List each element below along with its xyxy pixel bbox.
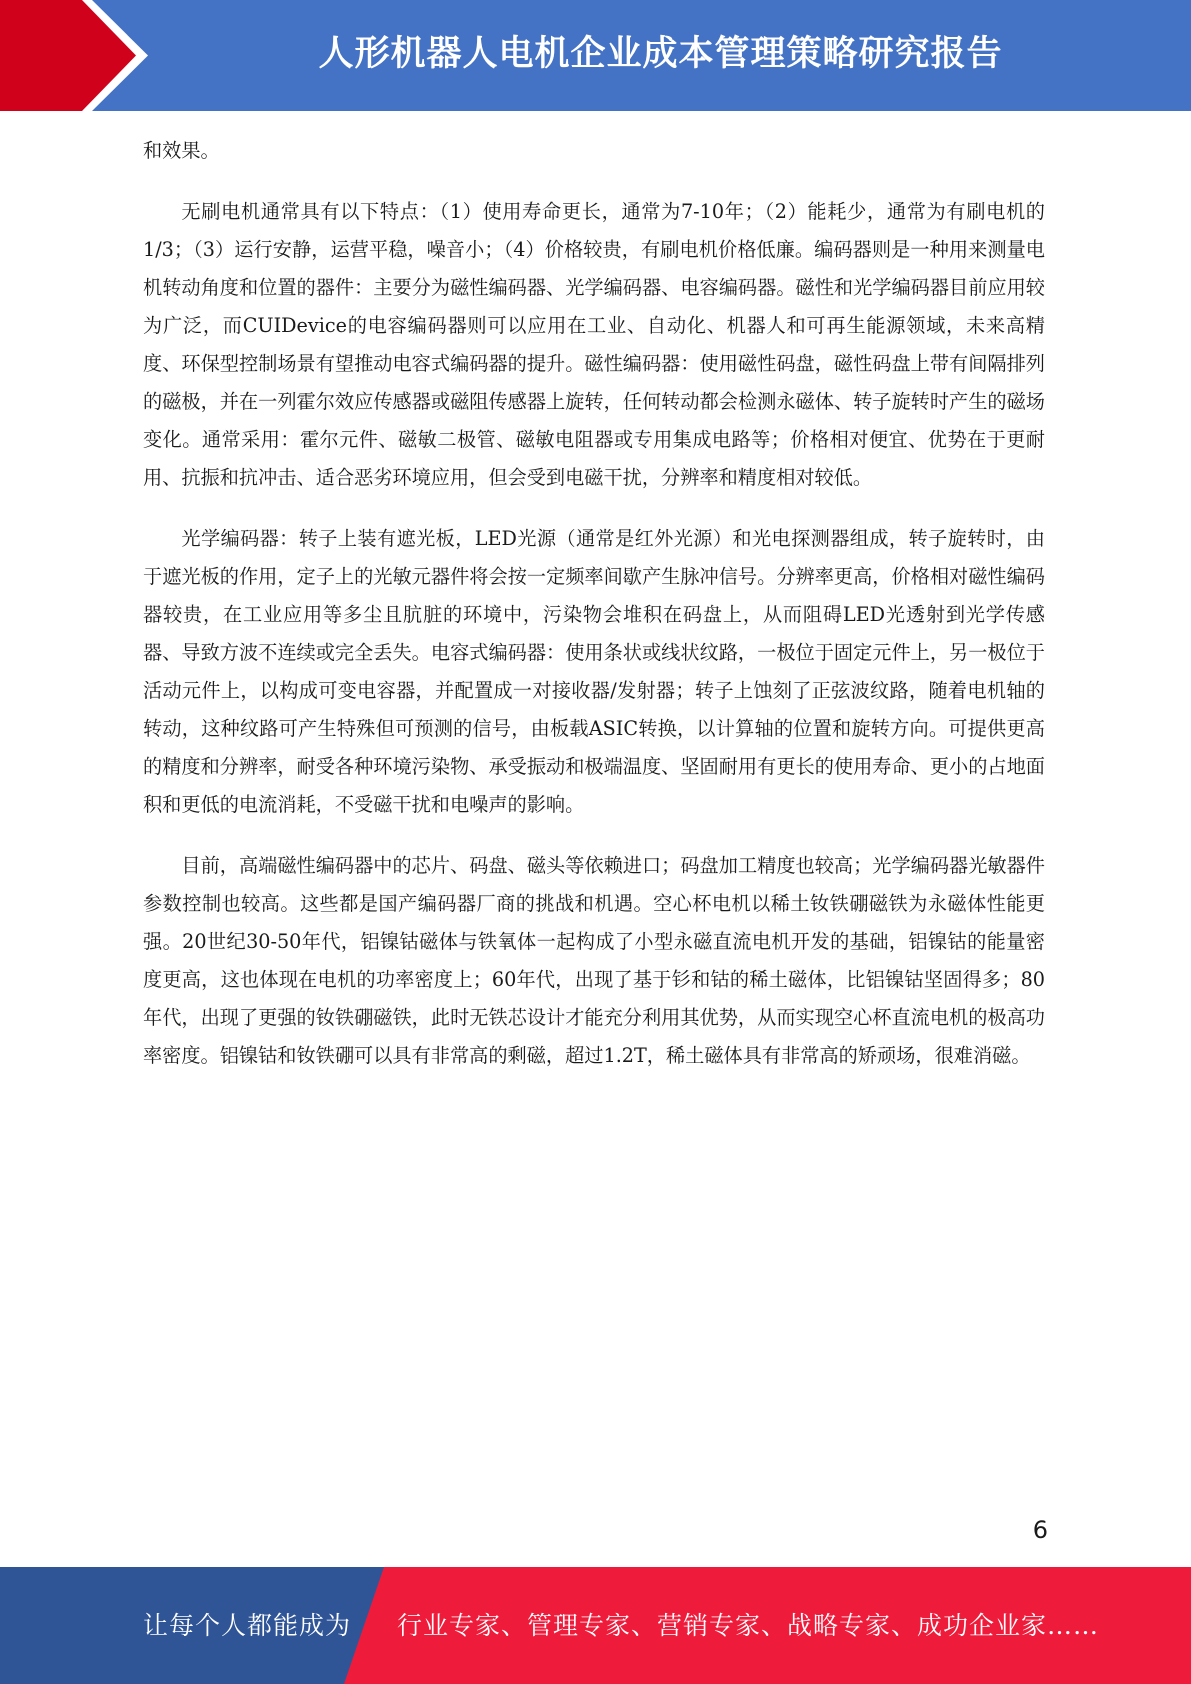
body-content — [143, 132, 1045, 1098]
footer-slogan-lead: 让每个人都能成为 — [143, 1611, 352, 1640]
footer-banner — [0, 1567, 1191, 1684]
page-number: 6 — [1032, 1516, 1048, 1544]
header-chevron-decoration — [0, 0, 160, 111]
document-title: 人形机器人电机企业成本管理策略研究报告 — [318, 34, 1003, 74]
paragraph-optical-encoder: 光学编码器：转子上装有遮光板，LED光源（通常是红外光源）和光电探测器组成，转子旋转时，由于遮光板的作用，定子上的光敏元器件将会按一定频率间歇产生脉冲信号。分辨率更高，价格相对磁性编码器较贵，在工业应用等多尘且肮脏的环境中，污染物会堆积在码盘上，从而阻碍LED光透射到光学传感器、导致方波不连续或完全丢失。电容式编码器：使用条状或线状纹路，一极位于固定元件上，另一极位于活动元件上，以构成可变电容器，并配置成一对接收器/发射器；转子上蚀刻了正弦波纹路，随着电机轴的转动，这种纹路可产生特殊但可预测的信号，由板载ASIC转换，以计算轴的位置和旋转方向。可提供更高的精度和分辨率，耐受各种环境污染物、承受振动和极端温度、坚固耐用有更长的使用寿命、更小的占地面积和更低的电流消耗，不受磁干扰和电噪声的影响。 — [143, 527, 1045, 816]
paragraph-magnetic-materials: 目前，高端磁性编码器中的芯片、码盘、磁头等依赖进口；码盘加工精度也较高；光学编码器光敏器件参数控制也较高。这些都是国产编码器厂商的挑战和机遇。空心杯电机以稀土钕铁硼磁铁为永磁体性能更强。20世纪30-50年代，铝镍钴磁体与铁氧体一起构成了小型永磁直流电机开发的基础，铝镍钴的能量密度更高，这也体现在电机的功率密度上；60年代，出现了基于钐和钴的稀土磁体，比铝镍钴坚固得多；80年代，出现了更强的钕铁硼磁铁，此时无铁芯设计才能充分利用其优势，从而实现空心杯直流电机的极高功率密度。铝镍钴和钕铁硼可以具有非常高的剩磁，超过1.2T，稀土磁体具有非常高的矫顽场，很难消磁。 — [143, 854, 1045, 1067]
paragraph-continuation: 和效果。 — [143, 139, 220, 162]
footer-slogan-roles: 行业专家、管理专家、营销专家、战略专家、成功企业家…… — [397, 1611, 1100, 1640]
paragraph-brushless-motor: 无刷电机通常具有以下特点：（1）使用寿命更长，通常为7-10年；（2）能耗少，通常为有刷电机的1/3；（3）运行安静，运营平稳，噪音小；（4）价格较贵，有刷电机价格低廉。编码器则是一种用来测量电机转动角度和位置的器件：主要分为磁性编码器、光学编码器、电容编码器。磁性和光学编码器目前应用较为广泛，而CUIDevice的电容编码器则可以应用在工业、自动化、机器人和可再生能源领域，未来高精度、环保型控制场景有望推动电容式编码器的提升。磁性编码器：使用磁性码盘，磁性码盘上带有间隔排列的磁极，并在一列霍尔效应传感器或磁阻传感器上旋转，任何转动都会检测永磁体、转子旋转时产生的磁场变化。通常采用：霍尔元件、磁敏二极管、磁敏电阻器或专用集成电路等；价格相对便宜、优势在于更耐用、抗振和抗冲击、适合恶劣环境应用，但会受到电磁干扰，分辨率和精度相对较低。 — [143, 200, 1045, 489]
header-banner — [0, 0, 1191, 111]
